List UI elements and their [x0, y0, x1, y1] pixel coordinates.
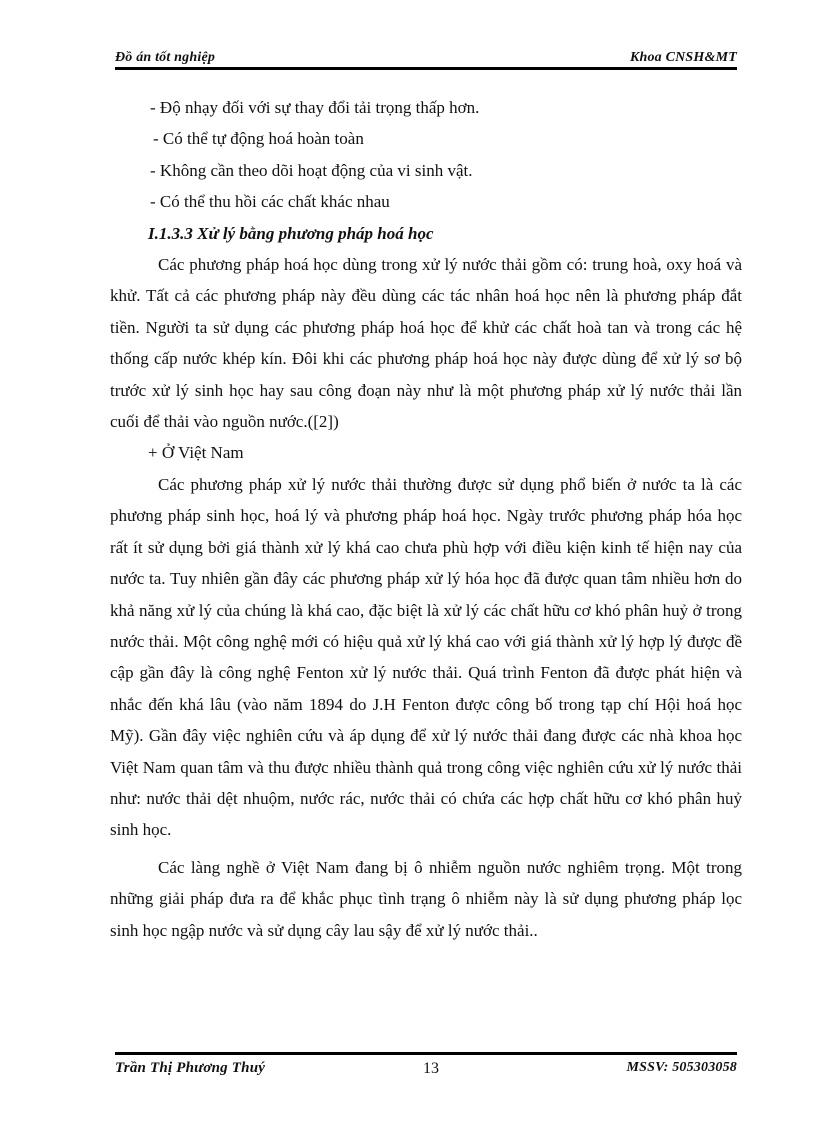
footer-rule — [115, 1052, 737, 1055]
subheading: + Ở Việt Nam — [148, 443, 244, 463]
paragraph: Các làng nghề ở Việt Nam đang bị ô nhiễm nguồn nước nghiêm trọng. Một trong những giải pháp đưa ra để khắc phục tình trạng ô nhiễm này là sử dụng phương pháp lọc sinh học ngập nước và sử dụng cây lau sậy để xử lý nước thải.. — [110, 857, 742, 940]
bullet-item: - Độ nhạy đối với sự thay đổi tải trọng thấp hơn. — [150, 98, 480, 117]
paragraph: Các phương pháp hoá học dùng trong xử lý nước thải gồm có: trung hoà, oxy hoá và khử. Tất cả các phương pháp này đều dùng các tác nhân hoá học nên là phương pháp đắt tiền. Người ta sử dụng các phương pháp hoá học để khử các chất hoà tan và trong các hệ thống cấp nước khép kín. Đôi khi các phương pháp hoá học này được dùng để xử lý sơ bộ trước xử lý sinh học hay sau công đoạn này như là một phương pháp xử lý nước thải lần cuối để thải vào nguồn nước.([2]) — [110, 255, 742, 432]
page-header — [115, 46, 737, 68]
page-footer — [115, 1058, 737, 1084]
footer-author: Trần Thị Phương Thuý — [115, 1060, 266, 1076]
document-body — [110, 92, 742, 946]
bullet-item: - Không cần theo dõi hoạt động của vi sinh vật. — [150, 160, 473, 180]
paragraph: Các phương pháp xử lý nước thải thường được sử dụng phổ biến ở nước ta là các phương pháp sinh học, hoá lý và phương pháp hoá học. Ngày trước phương pháp hóa học rất ít sử dụng bởi giá thành xử lý khá cao chưa phù hợp với điều kiện kinh tế hiện nay của nước ta. Tuy nhiên gần đây các phương pháp xử lý hóa học đã được quan tâm nhiều hơn do khả năng xử lý của chúng là khá cao, đặc biệt là xử lý các chất hữu cơ khó phân huỷ ở trong nước thải. Một công nghệ mới có hiệu quả xử lý khá cao với giá thành xử lý hợp lý được đề cập gần đây là công nghệ Fenton xử lý nước thải. Quá trình Fenton đã được phát hiện và nhắc đến khá lâu (vào năm 1894 do J.H Fenton được công bố trong tạp chí Hội hoá học Mỹ). Gần đây việc nghiên cứu và áp dụng để xử lý nước thải đang được các nhà khoa học Việt Nam quan tâm và thu được nhiều thành quả trong công việc nghiên cứu xử lý nước thải như: nước thải dệt nhuộm, nước rác, nước thải có chứa các hợp chất hữu cơ khó phân huỷ sinh học. — [110, 474, 742, 840]
header-title: Đồ án tốt nghiệp — [115, 50, 216, 65]
header-department: Khoa CNSH&MT — [629, 50, 737, 65]
page-number: 13 — [423, 1060, 439, 1077]
footer-student-id: MSSV: 505303058 — [626, 1060, 737, 1075]
header-rule — [115, 67, 737, 70]
bullet-item: - Có thể thu hồi các chất khác nhau — [150, 192, 390, 212]
bullet-item: - Có thể tự động hoá hoàn toàn — [153, 129, 364, 149]
section-heading: I.1.3.3 Xử lý bằng phương pháp hoá học — [148, 223, 434, 243]
